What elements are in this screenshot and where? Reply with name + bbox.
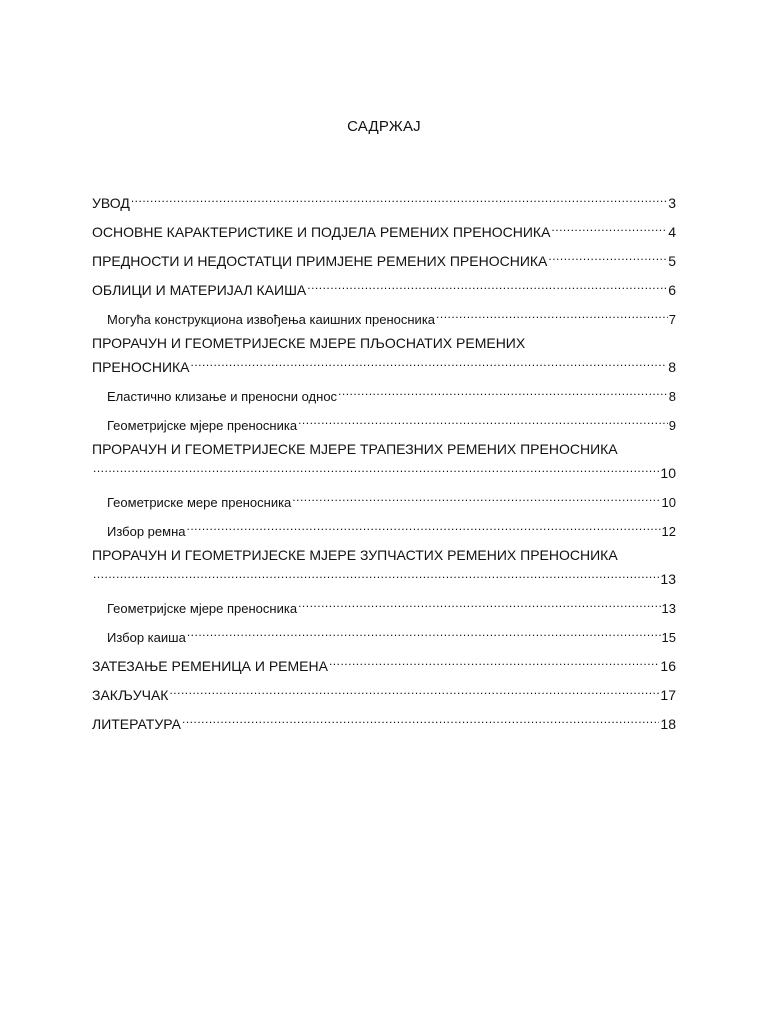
toc-entry-text: Избор каиша [107, 630, 186, 645]
dot-leader [329, 652, 659, 671]
dot-leader [93, 565, 659, 584]
toc-page-number: 8 [668, 359, 676, 375]
toc-subentry-izbor-kaisa[interactable] [92, 623, 676, 647]
toc-entry-text: Геометријске мјере преносника [107, 418, 298, 433]
table-of-contents [92, 189, 676, 739]
dot-leader [292, 488, 660, 507]
toc-entry-proracun-pljosnatih[interactable] [92, 334, 676, 377]
toc-entry-text: ОБЛИЦИ И МАТЕРИЈАЛ КАИША [92, 282, 307, 298]
toc-subentry-izbor-remna[interactable] [92, 517, 676, 541]
dot-leader [548, 247, 667, 266]
toc-entry-text: Избор ремна [107, 524, 186, 539]
dot-leader [298, 594, 660, 613]
toc-subentry-geometrijske-mjere-2[interactable] [92, 594, 676, 618]
toc-entry-text: ЗАТЕЗАЊЕ РЕМЕНИЦА И РЕМЕНА [92, 658, 328, 674]
toc-page-number: 16 [660, 658, 676, 674]
toc-subentry-geometriske-mere[interactable] [92, 488, 676, 512]
toc-entry-uvod[interactable] [92, 189, 676, 213]
toc-entry-proracun-trapeznih[interactable] [92, 440, 676, 483]
dot-leader [131, 189, 667, 208]
dot-leader [93, 459, 659, 478]
toc-entry-text-line1: ПРОРАЧУН И ГЕОМЕТРИЈЕСКЕ МЈЕРЕ ТРАПЕЗНИХ РЕМЕНИХ ПРЕНОСНИКА [92, 441, 618, 457]
toc-page-number: 6 [668, 282, 676, 298]
toc-entry-text-line1: ПРОРАЧУН И ГЕОМЕТРИЈЕСКЕ МЈЕРЕ ЗУПЧАСТИХ РЕМЕНИХ ПРЕНОСНИКА [92, 547, 618, 563]
toc-entry-text: ОСНОВНЕ КАРАКТЕРИСТИКЕ И ПОДЈЕЛА РЕМЕНИХ ПРЕНОСНИКА [92, 224, 551, 240]
dot-leader [307, 276, 667, 295]
toc-entry-osnovne-karakteristike[interactable] [92, 218, 676, 242]
toc-entry-text: Геометриске мере преносника [107, 495, 292, 510]
dot-leader [298, 411, 668, 430]
toc-page-number: 10 [660, 465, 676, 481]
toc-entry-text: Могућа конструкциона извођења каишних преносника [107, 312, 436, 327]
toc-page-number: 18 [660, 716, 676, 732]
dot-leader [191, 353, 668, 372]
toc-entry-oblici-materijal[interactable] [92, 276, 676, 300]
toc-entry-text: ЗАКЉУЧАК [92, 687, 169, 703]
toc-page-number: 5 [668, 253, 676, 269]
toc-subentry-geometrijske-mjere-1[interactable] [92, 411, 676, 435]
toc-page-number: 13 [661, 601, 676, 616]
toc-entry-text: УВОД [92, 195, 130, 211]
toc-title: САДРЖАЈ [347, 118, 421, 135]
toc-entry-text: Еластично клизање и преносни однос [107, 389, 338, 404]
dot-leader [436, 305, 668, 324]
toc-page-number: 8 [668, 389, 676, 404]
toc-entry-text: Геометријске мјере преносника [107, 601, 298, 616]
toc-entry-zatezanje[interactable] [92, 652, 676, 676]
dot-leader [186, 517, 660, 536]
toc-entry-prednosti-nedostatci[interactable] [92, 247, 676, 271]
dot-leader [338, 382, 668, 401]
toc-page-number: 17 [660, 687, 676, 703]
toc-page-number: 13 [660, 571, 676, 587]
toc-entry-proracun-zupcastih[interactable] [92, 546, 676, 589]
toc-page-number: 9 [668, 418, 676, 433]
dot-leader [182, 710, 659, 729]
dot-leader [187, 623, 661, 642]
toc-entry-text: ПРЕНОСНИКА [92, 359, 190, 375]
toc-entry-text-line1: ПРОРАЧУН И ГЕОМЕТРИЈЕСКЕ МЈЕРЕ ПЉОСНАТИХ РЕМЕНИХ [92, 335, 526, 351]
toc-subentry-konstrukciona-izvodjenja[interactable] [92, 305, 676, 329]
dot-leader [169, 681, 659, 700]
dot-leader [551, 218, 667, 237]
toc-page-number: 12 [661, 524, 676, 539]
toc-entry-literatura[interactable] [92, 710, 676, 734]
toc-subentry-elasticno-klizanje[interactable] [92, 382, 676, 406]
toc-entry-zakljucak[interactable] [92, 681, 676, 705]
toc-page-number: 10 [661, 495, 676, 510]
toc-entry-text: ЛИТЕРАТУРА [92, 716, 181, 732]
toc-page-number: 4 [668, 224, 676, 240]
toc-page-number: 7 [668, 312, 676, 327]
toc-page-number: 15 [661, 630, 676, 645]
toc-page-number: 3 [668, 195, 676, 211]
toc-entry-text: ПРЕДНОСТИ И НЕДОСТАТЦИ ПРИМЈЕНЕ РЕМЕНИХ ПРЕНОСНИКА [92, 253, 548, 269]
